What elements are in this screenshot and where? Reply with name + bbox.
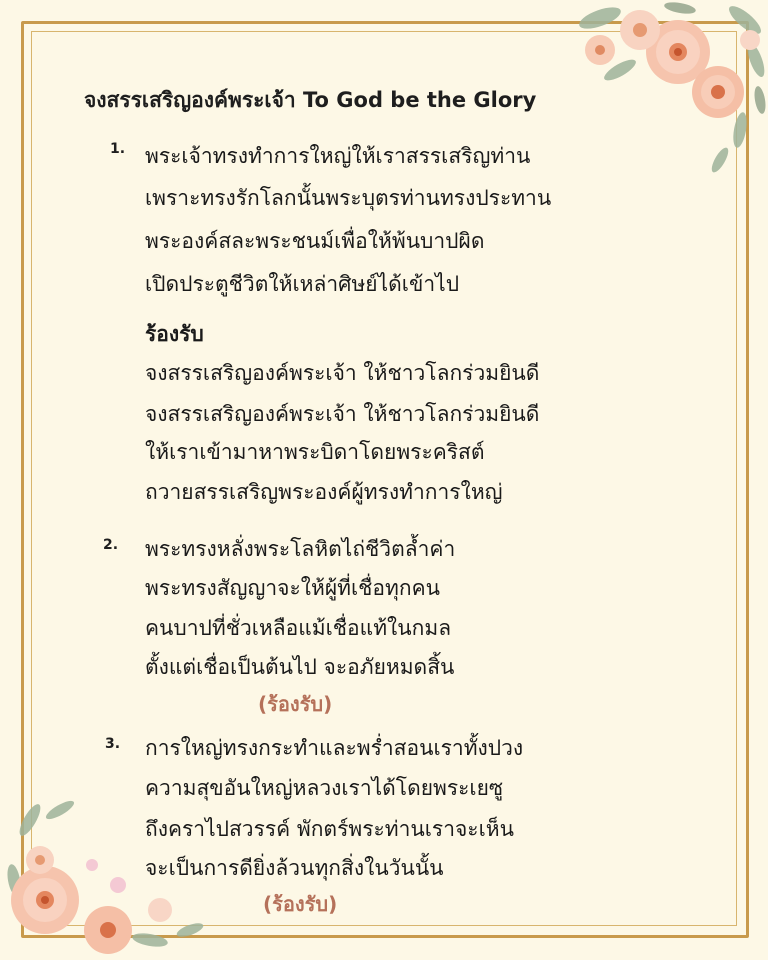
verse-2-line-3: คนบาปที่ชั่วเหลือแม้เชื่อแท้ในกมล [145, 616, 452, 640]
floral-top-right-icon [560, 0, 768, 190]
verse-1-line-1: พระเจ้าทรงทำการใหญ่ให้เราสรรเสริญท่าน [145, 144, 531, 168]
verse-1-line-2: เพราะทรงรักโลกนั้นพระบุตรท่านทรงประทาน [145, 186, 552, 210]
verse-3-number: 3. [105, 736, 121, 752]
verse-1-line-4: เปิดประตูชีวิตให้เหล่าศิษย์ได้เข้าไป [145, 272, 460, 296]
verse-2-line-2: พระทรงสัญญาจะให้ผู้ที่เชื่อทุกคน [145, 576, 441, 600]
chorus-line-3: ให้เราเข้ามาหาพระบิดาโดยพระคริสต์ [145, 440, 485, 464]
chorus-heading: ร้องรับ [145, 322, 204, 346]
verse-2-line-4: ตั้งแต่เชื่อเป็นต้นไป จะอภัยหมดสิ้น [145, 655, 455, 679]
verse-1-number: 1. [110, 141, 126, 157]
verse-3-line-2: ความสุขอันใหญ่หลวงเราได้โดยพระเยซู [145, 776, 504, 800]
verse-2-line-1: พระทรงหลั่งพระโลหิตไถ่ชีวิตล้ำค่า [145, 537, 456, 561]
verse-3-refrain: (ร้องรับ) [263, 892, 338, 916]
verse-2-number: 2. [103, 537, 119, 553]
song-title: จงสรรเสริญองค์พระเจ้า To God be the Glory [84, 88, 537, 112]
verse-2-refrain: (ร้องรับ) [258, 692, 333, 716]
verse-3-line-3: ถึงคราไปสวรรค์ พักตร์พระท่านเราจะเห็น [145, 817, 514, 841]
verse-1-line-3: พระองค์สละพระชนม์เพื่อให้พ้นบาปผิด [145, 229, 485, 253]
chorus-line-1: จงสรรเสริญองค์พระเจ้า ให้ชาวโลกร่วมยินดี [145, 361, 540, 385]
chorus-line-4: ถวายสรรเสริญพระองค์ผู้ทรงทำการใหญ่ [145, 480, 503, 504]
verse-3-line-4: จะเป็นการดียิ่งล้วนทุกสิ่งในวันนั้น [145, 856, 444, 880]
verse-3-line-1: การใหญ่ทรงกระทำและพร่ำสอนเราทั้งปวง [145, 736, 524, 760]
chorus-line-2: จงสรรเสริญองค์พระเจ้า ให้ชาวโลกร่วมยินดี [145, 402, 540, 426]
